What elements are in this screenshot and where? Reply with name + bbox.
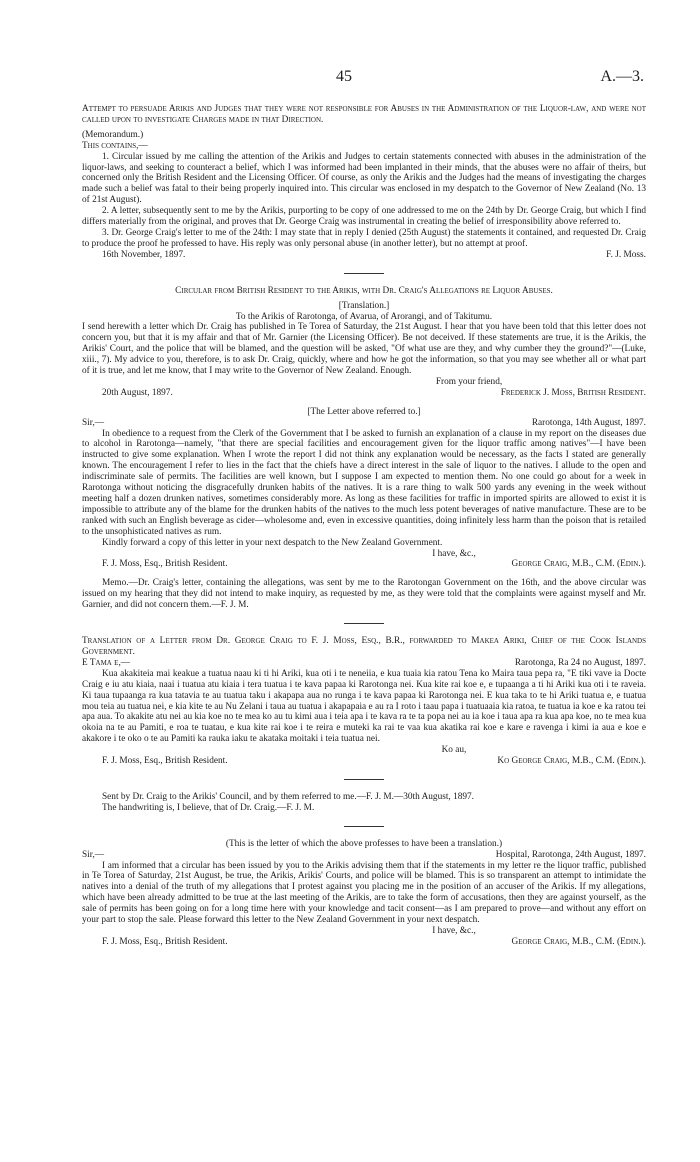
contains-label: This contains,— bbox=[82, 140, 148, 151]
salutation-row bbox=[82, 850, 646, 861]
section-divider bbox=[344, 623, 384, 624]
closing: Ko au, bbox=[441, 745, 467, 756]
section-heading-attempt: Attempt to persuade Arikis and Judges that they were not responsible for Abuses in the Administration of the Liquor-law, and were not called upon to investigate Charges made in that Direction. bbox=[82, 104, 646, 125]
addressee: F. J. Moss, Esq., British Resident. bbox=[102, 936, 228, 947]
paper-reference: A.—3. bbox=[600, 68, 644, 85]
addressee: F. J. Moss, Esq., British Resident. bbox=[102, 756, 228, 767]
section-heading-circular: Circular from British Resident to the Arikis, with Dr. Craig's Allegations re Liquor Abuses. bbox=[175, 285, 553, 296]
section-heading-translation: Translation of a Letter from Dr. George Craig to F. J. Moss, Esq., B.R., forwarded to Makea Ariki, Chief of the Cook Islands Government. bbox=[82, 636, 646, 657]
signature: George Craig, M.B., C.M. (Edin.). bbox=[511, 559, 646, 570]
handwriting-note: The handwriting is, I believe, that of Dr. Craig.—F. J. M. bbox=[102, 802, 315, 813]
signature-row bbox=[82, 937, 646, 948]
memorandum-label: (Memorandum.) bbox=[82, 129, 144, 140]
signature-row bbox=[82, 250, 646, 261]
addressee: F. J. Moss, Esq., British Resident. bbox=[102, 559, 228, 570]
date: 20th August, 1897. bbox=[102, 387, 173, 398]
section-divider bbox=[344, 826, 384, 827]
place-date: Rarotonga, Ra 24 no August, 1897. bbox=[514, 657, 646, 668]
signature-row bbox=[82, 756, 646, 767]
section-heading-original: (This is the letter of which the above professes to have been a translation.) bbox=[225, 838, 503, 849]
date: 16th November, 1897. bbox=[102, 249, 186, 260]
signature: George Craig, M.B., C.M. (Edin.). bbox=[511, 936, 646, 947]
closing: From your friend, bbox=[435, 376, 503, 387]
signature-row bbox=[82, 388, 646, 399]
paragraph-letter: 2. A letter, subsequently sent to me by the Arikis, purporting to be copy of one addressed to me on the 24th by Dr. George Craig, but which I find differs materially from the original, and proves that Dr. George Craig was instrumental in creating the belief of irresponsibility above referred to. bbox=[82, 206, 646, 228]
memo-note: Memo.—Dr. Craig's letter, containing the allegations, was sent by me to the Rarotongan Government on the 16th, and the above circular was issued on my hearing that they did not intend to make inquiry, as requested by me, as they were told that the complaints were against myself and Mr. Garnier, and did not concern them.—F. J. M. bbox=[82, 578, 646, 611]
place-date: Hospital, Rarotonga, 24th August, 1897. bbox=[495, 849, 646, 860]
forward-request: Kindly forward a copy of this letter in your next despatch to the New Zealand Government. bbox=[102, 537, 443, 548]
closing: I have, &c., bbox=[432, 548, 476, 559]
salutation: Sir,— bbox=[82, 417, 105, 428]
closing: I have, &c., bbox=[432, 926, 476, 936]
place-date: Rarotonga, 14th August, 1897. bbox=[531, 417, 646, 428]
signature: Frederick J. Moss, British Resident. bbox=[500, 387, 646, 398]
signature: Ko George Craig, M.B., C.M. (Edin.). bbox=[497, 756, 646, 767]
sent-note: Sent by Dr. Craig to the Arikis' Council, and by them referred to me.—F. J. M.—30th August, 1897. bbox=[102, 791, 474, 802]
section-divider bbox=[344, 779, 384, 780]
translation-label: [Translation.] bbox=[338, 300, 390, 311]
original-letter-body: I am informed that a circular has been issued by you to the Arikis advising them that if the statements in my letter re the liquor traffic, published in Te Torea of Saturday, 21st August, be true, the Arikis, Arikis' Courts, and police will be blamed. This is so transparent an attempt to intimidate the natives into a denial of the truth of my allegations that I protest against you placing me in the position of an accuser of the Arikis. If my allegations, which have been already admitted to be true at the last meeting of the Arikis, are to take the form of accusations, then they are against yourself, as the sale of permits has been going on for a long time here with your knowledge and tacit consent—as I am prepared to prove—and without any effort on your part to stop the sale. Please forward this letter to the New Zealand Government in your next despatch. bbox=[82, 860, 646, 926]
salutation-row bbox=[82, 658, 646, 669]
signature-row bbox=[82, 559, 646, 570]
salutation: Sir,— bbox=[82, 849, 105, 860]
section-heading-letter: [The Letter above referred to.] bbox=[307, 406, 421, 417]
paragraph-circular: 1. Circular issued by me calling the attention of the Arikis and Judges to certain statements connected with abuses in the administration of the liquor-laws, and seeking to counteract a belief, which I was informed had been implanted in their minds, that the abuses were no affair of theirs, but concerned only the British Resident and the Licensing Officer. Of course, as only the Arikis and the Judges had the means of investigating the charges made such a belief was fatal to their being properly inquired into. This circular was enclosed in my despatch to the Governor of New Zealand (No. 13 of 21st August). bbox=[82, 151, 646, 206]
maori-letter-body: Kua akakiteia mai keakue a tuatua naau ki ti hi Ariki, kua oti i te neneiia, e kua tuaia kia ratou Tena ko Maira taua pepa ra, "E tiki vave ia Docte Craig e iu atu kiaia, naai i tuatua atu kiaia i tera tuatua i te kava papaa ki Rarotonga nei. Kua kite rai koe e, e tupaanga a ti hi Ariki kua oti i te raveia. Ki taua tupaanga ra kua tatavia te au tuatua taku i akapapa aua no runga i te kava papaa ki Rarotonga nei. E kua taka to te hi Ariki tuatua e, e tuatua mou teia au tuatua nei, e kia kite te au Nu Zelani i taua au tuatua i akapapaia e au ra I roto i taau papa i tuatuaaia kia ratoa, te tuatua ia koe e ka ratou tei apa aua. To akakite atu nei au kia koe no te mea ko au tu kimi aua i teia apa i te kava ra te ta popa nei au ia koe i taua apa ra kua apa koe, no te mea kua okoia na te au Pamiti, e roa te tuatau, e kua kite rai koe i te reira e muteki ka rai te vaa kua akatika rai koe e kare e ravenga i kimi ia aua e koe e akakore i te oko o te au Pamiti ka rauka iaku te akataka moitaki i teia tuatua nei. bbox=[82, 668, 646, 745]
salutation: E Tama e,— bbox=[82, 657, 131, 668]
section-divider bbox=[344, 273, 384, 274]
page-number: 45 bbox=[336, 68, 352, 85]
circular-body: I send herewith a letter which Dr. Craig has published in Te Torea of Saturday, the 21st August. I hear that you have been told that this letter does not concern you, but that it is my affair and that of Mr. Garnier (the Licensing Officer). Be not deceived. If these statements are true, it is the Arikis, the Arikis' Court, and the police that will be blamed, and the question will be asked, "Of what use are they, and why cumber they the ground?"—(Luke, xiii., 7). My advice to you, therefore, is to ask Dr. Craig, quickly, where and how he got the information, so that you may see whether all or what part of it is true, and let me know, that I may write to the Governor of New Zealand. Enough. bbox=[82, 322, 646, 377]
signature: F. J. Moss. bbox=[606, 249, 646, 260]
addressee-line: To the Arikis of Rarotonga, of Avarua, of Arorangi, and of Takitumu. bbox=[235, 311, 493, 322]
paragraph-craig-letter: 3. Dr. George Craig's letter to me of the 24th: I may state that in reply I denied (25th August) the statements it contained, and requested Dr. Craig to produce the proof he professed to have. His reply was only personal abuse (in another letter), but no attempt at proof. bbox=[82, 227, 646, 249]
letter-body: In obedience to a request from the Clerk of the Government that I be asked to furnish an explanation of a clause in my report on the diseases due to alcohol in Rarotonga—namely, "that there are special facilities and encouragement given for the liquor traffic among natives"—I have been instructed to give some explanation. When I wrote the report I did not think any explanation would be necessary, as the facts I stated are generally known. The encouragement I refer to lies in the fact that the chiefs have a direct interest in the sale of liquor to the natives. I allude to the open and indiscriminate sale of permits. The facilities are well known, but I suppose I am expected to mention them. No one could go about for a week in Rarotonga without noticing the disgracefully drunken habits of the natives. It is a rare thing to walk 500 yards any evening in the week without meeting half a dozen drunken natives, sometimes considerably more. As long as these facilities for traffic in imported spirits are allowed to exist it is impossible to attribute any of the blame for the drunken habits of the natives to the much less potent beverages of native manufacture. These are to be ranked with such an English beverage as cider—wholesome and, even in excessive quantities, doing infinitely less harm than the poison that is retailed to the unsophisticated natives as rum. bbox=[82, 428, 646, 537]
salutation-row bbox=[82, 418, 646, 429]
